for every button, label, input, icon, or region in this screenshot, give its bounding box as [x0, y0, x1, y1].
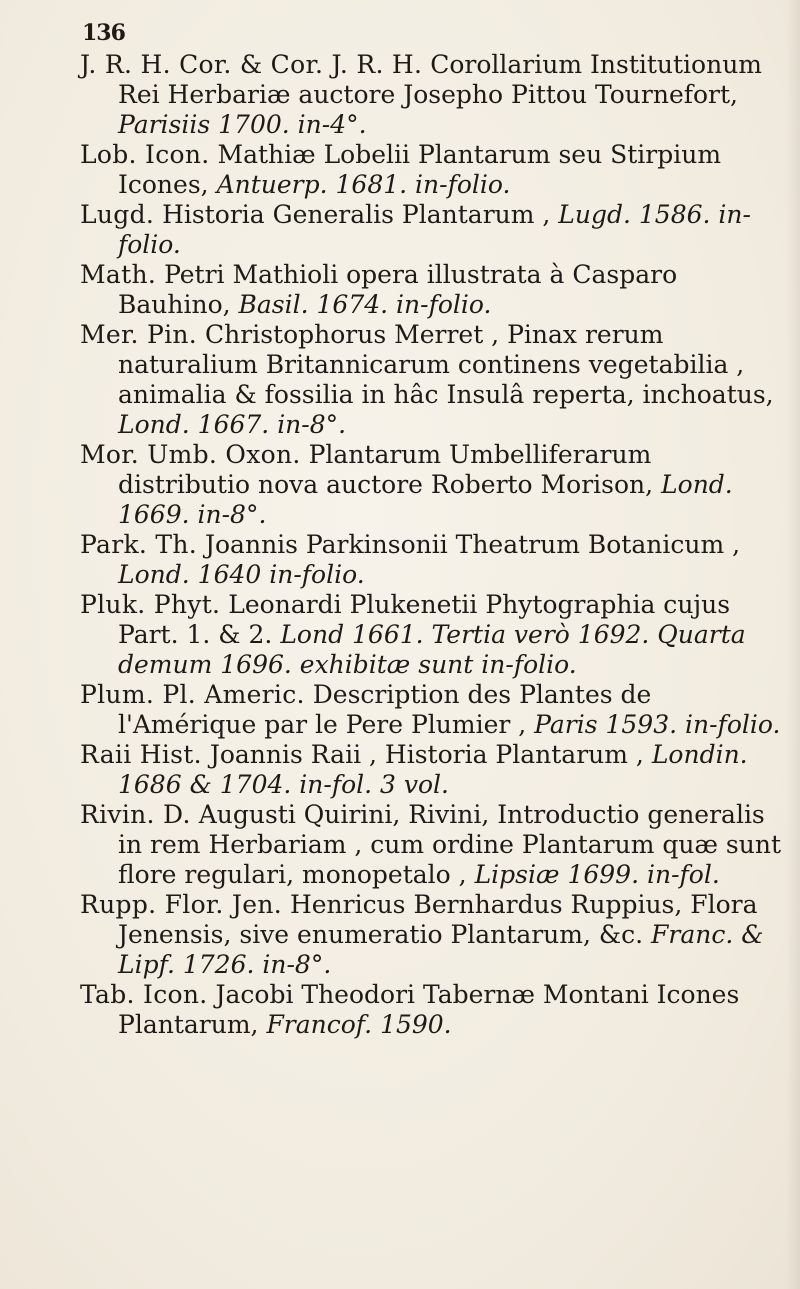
- entry-place: Parisiis: [118, 110, 211, 139]
- entry-place: Paris: [534, 710, 598, 739]
- entry-abbreviation: Mor. Umb. Oxon.: [80, 440, 301, 469]
- entry-text: Description des Plantes de l'Amérique par le Pere Plumier ,: [118, 680, 652, 739]
- entry-date-format: 1699. in-fol.: [567, 860, 720, 889]
- entry-abbreviation: Plum. Pl. Americ.: [80, 680, 305, 709]
- entry-date-format: 1661. Tertia verò 1692. Quarta demum 1696. exhibitæ sunt in-folio.: [118, 620, 746, 679]
- list-entry: [80, 260, 786, 320]
- entry-date-format: 1586. in-folio.: [118, 200, 751, 259]
- list-entry: [80, 680, 786, 740]
- entry-abbreviation: J. R. H. Cor. & Cor. J. R. H.: [80, 50, 423, 79]
- list-entry: [80, 200, 786, 260]
- entry-date-format: 1726. in-8°.: [182, 950, 332, 979]
- list-entry: [80, 140, 786, 200]
- entry-abbreviation: Rivin. D.: [80, 800, 191, 829]
- entry-place: Lond: [280, 620, 345, 649]
- entry-abbreviation: Park. Th.: [80, 530, 198, 559]
- entry-text: Corollarium Institutionum Rei Herbariæ auctore Josepho Pittou Tournefort,: [118, 50, 763, 109]
- entry-text: Plantarum Umbelliferarum distributio nova auctore Roberto Morison,: [118, 440, 654, 499]
- entry-abbreviation: Pluk. Phyt.: [80, 590, 221, 619]
- list-entry: [80, 890, 786, 980]
- entry-abbreviation: Mer. Pin.: [80, 320, 198, 349]
- entry-place: Antuerp.: [216, 170, 328, 199]
- entry-date-format: 1590.: [380, 1010, 452, 1039]
- entry-text: Henricus Bernhardus Ruppius, Flora Jenensis, sive enumeratio Plantarum, &c.: [118, 890, 758, 949]
- entry-abbreviation: Tab. Icon.: [80, 980, 208, 1009]
- entry-abbreviation: Rupp. Flor. Jen.: [80, 890, 282, 919]
- entry-date-format: 1681. in-folio.: [335, 170, 511, 199]
- entry-place: Lond.: [661, 470, 733, 499]
- page-edge-shadow: [786, 0, 800, 1289]
- entry-date-format: 1669. in-8°.: [118, 500, 267, 529]
- list-entry: [80, 320, 786, 440]
- entry-date-format: 1640 in-folio.: [197, 560, 365, 589]
- entry-text: Mathiæ Lobelii Plantarum seu Stirpium Icones,: [118, 140, 722, 199]
- list-entry: [80, 740, 786, 800]
- abbreviation-list: [80, 50, 786, 1040]
- page-number: 136: [82, 20, 125, 46]
- entry-place: Lugd.: [558, 200, 631, 229]
- entry-text: Joannis Raii , Historia Plantarum ,: [209, 740, 644, 769]
- entry-place: Lipsiæ: [474, 860, 560, 889]
- entry-place: Basil.: [238, 290, 309, 319]
- list-entry: [80, 530, 786, 590]
- list-entry: [80, 50, 786, 140]
- entry-text: Christophorus Merret , Pinax rerum naturalium Britannicarum continens vegetabilia , animalia & fossilia in hâc Insulâ reperta, inchoatus,: [118, 320, 774, 409]
- entry-date-format: 1700. in-4°.: [218, 110, 367, 139]
- entry-text: Jacobi Theodori Tabernæ Montani Icones Plantarum,: [118, 980, 740, 1039]
- list-entry: [80, 590, 786, 680]
- entry-abbreviation: Raii Hist.: [80, 740, 202, 769]
- entry-text: Petri Mathioli opera illustrata à Casparo Bauhino,: [118, 260, 678, 319]
- entry-abbreviation: Lugd.: [80, 200, 155, 229]
- entry-abbreviation: Math.: [80, 260, 157, 289]
- entry-place: Franc. & Lipf.: [118, 920, 764, 979]
- entry-date-format: 1593. in-folio.: [605, 710, 781, 739]
- entry-date-format: 1686 & 1704. in-fol. 3 vol.: [118, 770, 449, 799]
- list-entry: [80, 800, 786, 890]
- list-entry: [80, 440, 786, 530]
- entry-place: Londin.: [651, 740, 748, 769]
- entry-place: Lond.: [118, 410, 190, 439]
- entry-text: Historia Generalis Plantarum ,: [162, 200, 551, 229]
- entry-date-format: 1674. in-folio.: [316, 290, 492, 319]
- entry-abbreviation: Lob. Icon.: [80, 140, 210, 169]
- entry-text: Augusti Quirini, Rivini, Introductio generalis in rem Herbariam , cum ordine Plantarum quæ sunt flore regulari, monopetalo ,: [118, 800, 782, 889]
- entry-date-format: 1667. in-8°.: [197, 410, 347, 439]
- list-entry: [80, 980, 786, 1040]
- entry-text: Leonardi Plukenetii Phytographia cujus Part. 1. & 2.: [118, 590, 731, 649]
- entry-text: Joannis Parkinsonii Theatrum Botanicum ,: [204, 530, 741, 559]
- entry-place: Francof.: [266, 1010, 373, 1039]
- entry-place: Lond.: [118, 560, 190, 589]
